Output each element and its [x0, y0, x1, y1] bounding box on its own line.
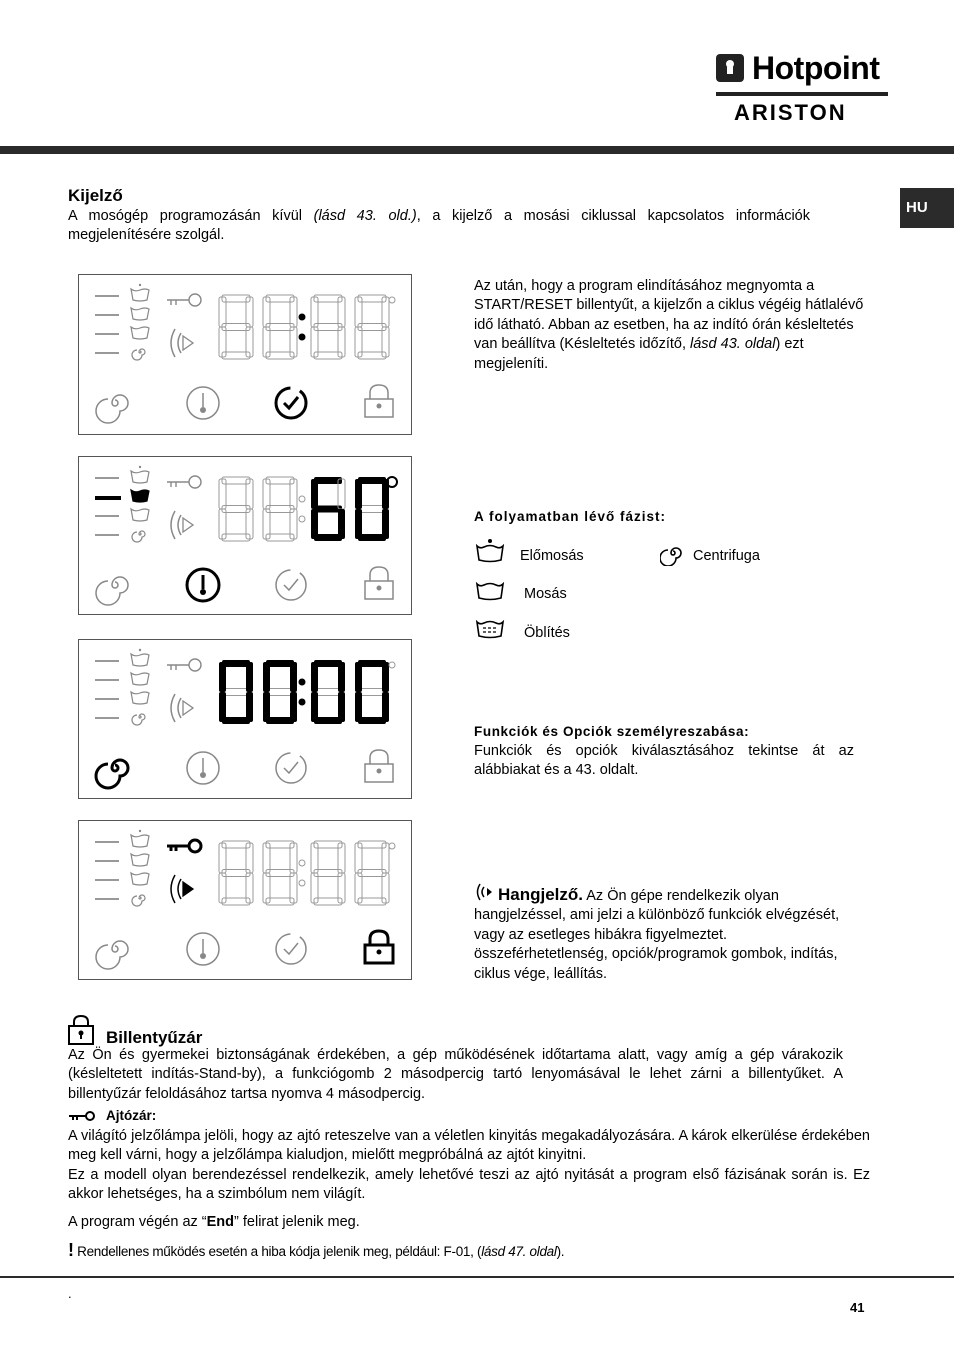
degree-mark	[389, 297, 395, 303]
end-note-text	[68, 1213, 360, 1232]
doorlock-text-2: Ez a modell olyan berendezéssel rendelkezik, amely lehetővé teszi az ajtó nyitását a program első fázisának során is. Ez akkor lehetséges, ha a szimbólum nem világít.	[68, 1166, 870, 1203]
phase-label-rinse: Öblítés	[524, 625, 570, 641]
rinse-tub-icon	[131, 692, 149, 704]
lock-icon	[66, 1014, 96, 1046]
remaining-text-a: Az után, hogy a program elindításához megnyomta a START/RESET billentyűt, a kijelzőn a ciklus végéig hátlalévő idő látható. Abban az esetben, ha az indító órán késleltetés van beállítva (Késleltetés időzítő,	[474, 278, 864, 353]
display-colon	[299, 679, 305, 705]
phase-bar	[95, 352, 119, 354]
display-svg	[79, 640, 411, 798]
display-digit	[219, 295, 253, 359]
display-digit	[311, 477, 345, 541]
prewash-tub-icon	[131, 830, 149, 847]
wash-tub-icon	[474, 580, 506, 604]
functions-title: Funkciók és Opciók személyreszabása:	[474, 724, 750, 739]
spin-spiral-icon	[96, 577, 128, 605]
display-digit	[311, 841, 345, 905]
phase-bar	[95, 860, 119, 862]
remaining-ref: lásd 43. oldal	[690, 336, 776, 353]
doorlock-section	[68, 1127, 870, 1205]
temperature-icon	[187, 387, 219, 419]
error-note-ref: lásd 47. oldal	[481, 1244, 557, 1259]
spin-spiral-icon	[132, 349, 145, 360]
error-note-end: ).	[556, 1244, 565, 1259]
header-bar	[0, 146, 954, 154]
phase-bar	[95, 660, 119, 662]
display-svg	[79, 821, 411, 979]
rinse-tub-icon	[131, 873, 149, 885]
page-number: 41	[850, 1300, 865, 1315]
remaining-time-text	[474, 277, 874, 374]
brand-sub: ARISTON	[734, 100, 847, 125]
kijelzo-section	[68, 186, 810, 246]
remaining-time-section	[474, 277, 874, 374]
display-digit	[263, 477, 297, 541]
phase-bar	[95, 314, 119, 316]
display-panel-3	[78, 639, 412, 799]
buzzer-icon	[474, 880, 498, 904]
prewash-tub-icon	[474, 538, 506, 564]
key-icon	[167, 476, 201, 488]
key-icon	[167, 659, 201, 671]
rinse-tub-icon	[131, 327, 149, 339]
phase-bar	[95, 841, 119, 843]
phase-bar	[95, 717, 119, 719]
wash-tub-icon	[131, 490, 149, 502]
buzzer-body: Az Ön gépe rendelkezik olyan hangjelzéssel, ami jelzi a különböző funkciók elvégzését, vagy az esetleges hibákra figyelmeztet. összeférhetetlenség, opciók/programok gombok, indítás, ciklus vége, leállítás.	[474, 888, 840, 982]
display-digit	[219, 477, 253, 541]
delay-timer-icon	[276, 570, 306, 600]
keylock-section	[68, 1046, 843, 1104]
phase-bar	[95, 534, 119, 536]
key-icon	[68, 1110, 96, 1122]
display-digit	[355, 477, 389, 541]
display-panel-2	[78, 456, 412, 615]
spin-spiral-icon	[660, 540, 686, 566]
degree-mark	[389, 843, 395, 849]
functions-section	[474, 724, 854, 781]
doorlock-title: Ajtózár:	[106, 1108, 157, 1123]
lock-icon	[365, 385, 393, 417]
kijelzo-ref: (lásd 43. old.)	[313, 208, 417, 224]
buzzer-title: Hangjelző.	[498, 885, 584, 904]
display-digit	[263, 295, 297, 359]
phase-bar	[95, 898, 119, 900]
phase-bar	[95, 477, 119, 479]
buzzer-icon	[171, 511, 193, 539]
buzzer-text	[474, 880, 856, 984]
phase-label-spin: Centrifuga	[693, 548, 760, 564]
remaining-text-b: ) ezt megjeleníti.	[474, 336, 804, 372]
functions-text: Funkciók és opciók kiválasztásához tekintse át az alábbiakat és a 43. oldalt.	[474, 743, 854, 779]
footer-bar	[0, 1276, 954, 1278]
doorlock-text-1: A világító jelzőlámpa jelöli, hogy az ajtó reteszelve van a véletlen kinyitás megakadályozására. A károk elkerülése érdekében meg kell várni, hogy a jelzőlámpa kialudjon, mielőtt megpróbálná az ajtót kinyitni.	[68, 1128, 870, 1164]
keylock-title: Billentyűzár	[106, 1028, 203, 1047]
rinse-tub-icon	[474, 618, 506, 642]
wash-tub-icon	[131, 673, 149, 685]
prewash-tub-icon	[131, 466, 149, 483]
keylock-text: Az Ön és gyermekei biztonságának érdekében, a gép működésének időtartama alatt, vagy amíg a gép várakozik (késleltetett indítás-Stand-by), a funkciógomb 2 másodpercig tartó lenyomásával le lehet zárni a billentyűket. A billentyűzár feloldásához tartsa nyomva 4 másodpercig.	[68, 1047, 843, 1102]
kijelzo-text-a: A mosógép programozásán kívül	[68, 208, 314, 224]
phase-bar	[95, 879, 119, 881]
phase-label-prewash: Előmosás	[520, 548, 584, 564]
brand-divider	[716, 92, 888, 96]
brand-name: Hotpoint	[752, 50, 880, 86]
temperature-icon	[187, 933, 219, 965]
spin-spiral-icon	[132, 531, 145, 542]
prewash-tub-icon	[131, 649, 149, 666]
spin-spiral-icon	[96, 941, 128, 969]
temperature-icon	[187, 569, 219, 601]
display-digit	[263, 660, 297, 724]
error-note	[68, 1240, 564, 1261]
buzzer-icon	[171, 694, 193, 722]
display-svg	[79, 275, 411, 434]
phase-bar	[95, 496, 121, 500]
display-colon	[299, 860, 305, 886]
display-digit	[355, 295, 389, 359]
lock-icon	[365, 750, 393, 782]
display-digit	[355, 660, 389, 724]
wash-tub-icon	[131, 308, 149, 320]
spin-spiral-icon	[96, 395, 128, 423]
kijelzo-text	[68, 207, 810, 246]
display-svg	[79, 457, 411, 614]
display-digit	[263, 841, 297, 905]
lock-icon	[365, 931, 393, 963]
prewash-tub-icon	[131, 284, 149, 301]
language-tab: HU	[900, 188, 954, 228]
display-digit	[355, 841, 389, 905]
temperature-icon	[187, 752, 219, 784]
phase-bar	[95, 515, 119, 517]
buzzer-section	[474, 880, 856, 984]
display-digit	[219, 660, 253, 724]
end-note-c: ” felirat jelenik meg.	[234, 1214, 360, 1230]
kijelzo-text-b: , a kijelző a mosási ciklussal kapcsolatos információk megjelenítésére szolgál.	[68, 208, 810, 244]
degree-mark	[389, 662, 395, 668]
phase-label-wash: Mosás	[524, 586, 567, 602]
end-note	[68, 1213, 360, 1232]
key-icon	[167, 294, 201, 306]
end-note-a: A program végén az “	[68, 1214, 207, 1230]
display-panel-4	[78, 820, 412, 980]
display-colon	[299, 496, 305, 522]
spin-spiral-icon	[132, 714, 145, 725]
phase-bar	[95, 333, 119, 335]
display-digit	[311, 660, 345, 724]
display-colon	[299, 314, 305, 340]
phases-title: A folyamatban lévő fázist:	[474, 509, 667, 524]
spin-spiral-icon	[132, 895, 145, 906]
keylock-title-wrap	[106, 1028, 202, 1048]
delay-timer-icon	[276, 934, 306, 964]
delay-timer-icon	[276, 753, 306, 783]
key-icon	[167, 840, 201, 852]
delay-timer-icon	[276, 388, 306, 418]
footer-dot: .	[68, 1286, 72, 1301]
rinse-tub-icon	[131, 509, 149, 521]
hotpoint-logo-icon	[716, 54, 744, 82]
spin-spiral-icon	[96, 760, 128, 788]
phase-bar	[95, 295, 119, 297]
buzzer-icon	[171, 875, 193, 903]
brand-logo	[716, 52, 888, 124]
lock-icon	[365, 567, 393, 599]
warning-mark: !	[68, 1240, 74, 1260]
buzzer-icon	[171, 329, 193, 357]
display-digit	[311, 295, 345, 359]
end-note-end: End	[206, 1214, 235, 1230]
kijelzo-title: Kijelző	[68, 186, 123, 205]
error-note-text: Rendellenes működés esetén a hiba kódja jelenik meg, például: F-01, (	[73, 1244, 482, 1259]
display-panel-1	[78, 274, 412, 435]
display-digit	[219, 841, 253, 905]
phase-bar	[95, 698, 119, 700]
wash-tub-icon	[131, 854, 149, 866]
phase-bar	[95, 679, 119, 681]
